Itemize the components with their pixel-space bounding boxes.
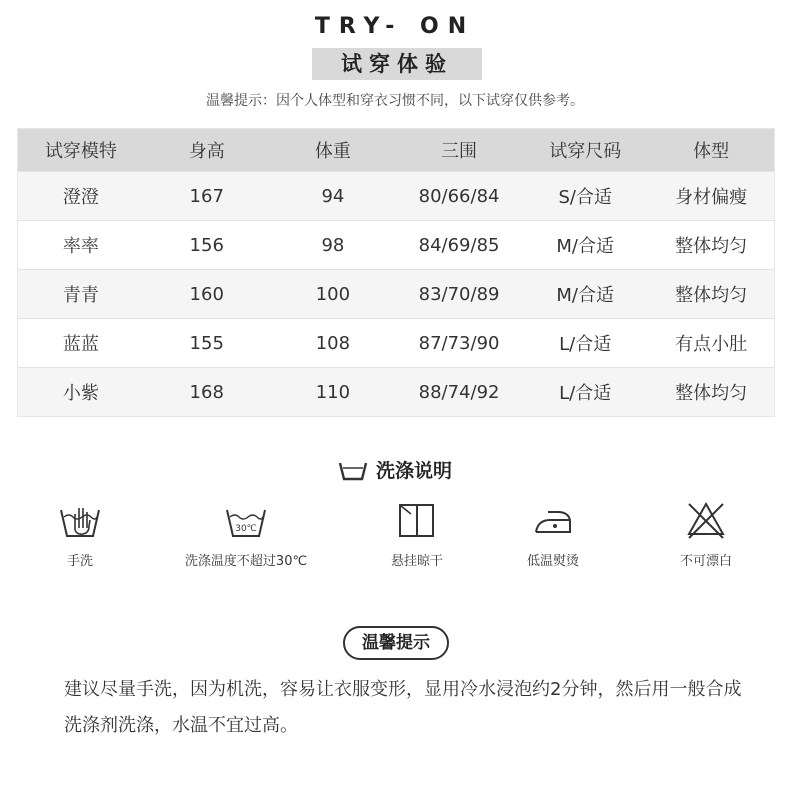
wash-temp-icon-text: 30℃ — [235, 524, 257, 534]
table-cell: 率率 — [18, 221, 144, 270]
table-row — [18, 172, 775, 221]
table-cell: 84/69/85 — [396, 221, 522, 270]
table-cell: 青青 — [18, 270, 144, 319]
washtub-icon — [338, 459, 368, 481]
care-label: 低温熨烫 — [526, 554, 579, 569]
table-cell: 整体均匀 — [648, 368, 774, 417]
table-cell: 168 — [144, 368, 270, 417]
table-row — [18, 270, 775, 319]
column-header: 三围 — [396, 129, 522, 172]
table-cell: 小紫 — [18, 368, 144, 417]
table-cell: 有点小肚 — [648, 319, 774, 368]
column-header: 体型 — [648, 129, 774, 172]
page-title: TRY- ON — [314, 14, 476, 39]
table-cell: 156 — [144, 221, 270, 270]
table-cell: 94 — [270, 172, 396, 221]
table-cell: 160 — [144, 270, 270, 319]
column-header: 试穿尺码 — [522, 129, 648, 172]
table-cell: S/合适 — [522, 172, 648, 221]
column-header: 身高 — [144, 129, 270, 172]
care-item-hand-wash — [0, 500, 160, 569]
size-table — [17, 128, 775, 417]
table-cell: 110 — [270, 368, 396, 417]
low-iron-icon — [532, 500, 574, 540]
table-row — [18, 319, 775, 368]
tips-text: 建议尽量手洗，因为机洗，容易让衣服变形，显用冷水浸泡约2分钟，然后用一般合成洗涤剂洗涤，水温不宜过高。 — [64, 679, 742, 736]
table-cell: 88/74/92 — [396, 368, 522, 417]
table-cell: 83/70/89 — [396, 270, 522, 319]
table-cell: 整体均匀 — [648, 221, 774, 270]
table-cell: 澄澄 — [18, 172, 144, 221]
table-cell: 整体均匀 — [648, 270, 774, 319]
table-cell: 87/73/90 — [396, 319, 522, 368]
care-item-low-iron — [473, 500, 633, 569]
hang-dry-icon — [397, 500, 437, 540]
tips-title: 温馨提示 — [343, 626, 449, 660]
table-cell: M/合适 — [522, 221, 648, 270]
table-cell: L/合适 — [522, 319, 648, 368]
column-header: 体重 — [270, 129, 396, 172]
no-bleach-icon — [685, 500, 727, 540]
wash-heading — [0, 456, 790, 483]
wash-30c-icon — [225, 500, 267, 540]
table-cell: 167 — [144, 172, 270, 221]
table-cell: 身材偏瘦 — [648, 172, 774, 221]
wash-heading-label: 洗涤说明 — [375, 460, 452, 482]
table-cell: 蓝蓝 — [18, 319, 144, 368]
table-row — [18, 368, 775, 417]
table-cell: L/合适 — [522, 368, 648, 417]
table-cell: 155 — [144, 319, 270, 368]
table-row — [18, 221, 775, 270]
care-item-no-bleach — [626, 500, 786, 569]
column-header: 试穿模特 — [18, 129, 144, 172]
table-cell: 98 — [270, 221, 396, 270]
notice-text: 温馨提示：因个人体型和穿衣习惯不同，以下试穿仅供参考。 — [206, 93, 584, 109]
care-item-wash-temp — [166, 500, 326, 569]
care-label: 悬挂晾干 — [390, 554, 443, 569]
section-subtitle: 试穿体验 — [312, 48, 482, 80]
table-cell: M/合适 — [522, 270, 648, 319]
care-label: 洗涤温度不超过30℃ — [184, 554, 308, 569]
table-header-row — [18, 129, 775, 172]
table-cell: 80/66/84 — [396, 172, 522, 221]
care-instructions — [0, 500, 790, 580]
table-cell: 100 — [270, 270, 396, 319]
hand-wash-icon — [59, 500, 101, 540]
care-label: 不可漂白 — [679, 554, 732, 569]
care-label: 手洗 — [66, 554, 93, 569]
table-cell: 108 — [270, 319, 396, 368]
